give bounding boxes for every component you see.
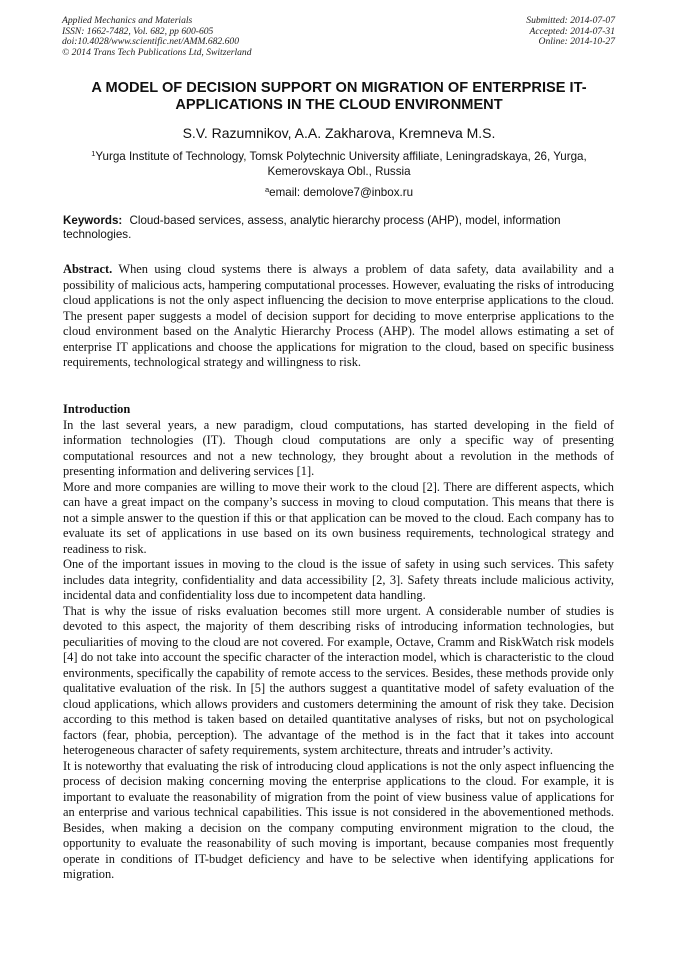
journal-info (62, 16, 252, 58)
keywords-label: Keywords: (63, 214, 123, 227)
paper-title: A MODEL OF DECISION SUPPORT ON MIGRATION OF ENTERPRISE IT-APPLICATIONS IN THE CLOUD ENVIRONMENT (91, 80, 587, 113)
journal-name: Applied Mechanics and Materials (62, 15, 193, 26)
publication-dates (526, 16, 615, 48)
affiliation (60, 149, 618, 179)
email-marker: a (264, 185, 270, 194)
journal-doi: doi:10.4028/www.scientific.net/AMM.682.600 (62, 36, 240, 48)
affiliation-marker: 1 (91, 149, 96, 158)
journal-issn: ISSN: 1662-7482, Vol. 682, pp 600-605 (62, 25, 214, 37)
date-accepted: Accepted: 2014-07-31 (529, 25, 615, 37)
introduction-section (63, 402, 614, 883)
paper-authors: S.V. Razumnikov, A.A. Zakharova, Kremneva M.S. (182, 125, 496, 141)
email-text: email: demolove7@inbox.ru (269, 186, 414, 199)
abstract (63, 262, 614, 371)
journal-copyright: © 2014 Trans Tech Publications Ltd, Switzerland (62, 46, 252, 58)
date-online: Online: 2014-10-27 (538, 36, 615, 48)
date-submitted: Submitted: 2014-07-07 (526, 15, 615, 26)
intro-paragraph: One of the important issues in moving to the cloud is the issue of safety in using such services. This safety includes data integrity, confidentiality and data accessibility [2, 3]. Safety threats include malicious activity, incidental data and confidentiality loss due to incompetent data handling. (63, 557, 614, 602)
abstract-label: Abstract. (63, 262, 113, 276)
intro-paragraph: In the last several years, a new paradigm, cloud computations, has started developing in the field of information technologies (IT). Though cloud computations are only a specific way of presenting computational resources and not a new technology, they brought about a revolution in the methods of presenting information and delivering services [1]. (63, 417, 614, 478)
intro-paragraph: More and more companies are willing to move their work to the cloud [2]. There are different aspects, which can have a great impact on the company’s success in moving to cloud computation. This means that there is not a simple answer to the question if this or that application can be moved to the cloud. Each company has to evaluate its set of applications in use based on its own business requirements, technological strategy and readiness to risk. (63, 479, 614, 556)
affiliation-text: Yurga Institute of Technology, Tomsk Polytechnic University affiliate, Leningradskaya, 26, Yurga, Kemerovskaya Obl., Russia (95, 150, 587, 178)
introduction-heading: Introduction (63, 402, 131, 416)
author-email (60, 186, 618, 200)
intro-paragraph: That is why the issue of risks evaluation becomes still more urgent. A considerable number of studies is devoted to this aspect, the majority of them describing risks of introducing information technologies, but peculiarities of moving to the cloud are not covered. For example, Octave, Cramm and RiskWatch risk models [4] do not take into account the specific character of the interaction model, which is characteristic to the cloud environments, specifically the capability of remote access to the services. Besides, these methods provide only qualitative evaluation of the risk. In [5] the authors suggest a quantitative model of safety evaluation of the cloud applications, which allows providers and customers determining the amount of risk they take. Decision according to this method is taken based on detailed quantitative analyses of risks, but not on psychological factors (fear, phobia, perception). The advantage of the method is in the fact that it takes into account heterogeneous character of safety requirements, system architecture, threats and intruder’s activity. (63, 603, 614, 757)
intro-paragraph: It is noteworthy that evaluating the risk of introducing cloud applications is not the only aspect influencing the process of decision making concerning moving the enterprise applications to the cloud. For example, it is important to evaluate the reasonability of migration from the point of view business value of applications for an enterprise and various technical capabilities. This issue is not considered in the abovementioned methods. Besides, when making a decision on the company computing environment migration to the cloud, the opportunity to evaluate the reasonability of such moving is important, because companies most frequently operate in conditions of IT-budget deficiency and have to be selective when identifying applications for migration. (63, 758, 614, 881)
abstract-text: When using cloud systems there is always a problem of data safety, data availability and a possibility of malicious acts, hampering computational processes. However, evaluating the risks of introducing cloud applications is not the only aspect influencing the decision to move enterprise applications to the cloud. The present paper suggests a model of decision support for deciding to move enterprise applications to the cloud environment based on the Analytic Hierarchy Process (AHP). The model allows estimating a set of enterprise IT applications and choose the applications for migration to the cloud, based on specific business requirements, technological strategy and willingness to risk. (63, 262, 615, 369)
keywords-text: Cloud-based services, assess, analytic hierarchy process (AHP), model, information technologies. (63, 214, 561, 241)
keywords (63, 214, 614, 242)
